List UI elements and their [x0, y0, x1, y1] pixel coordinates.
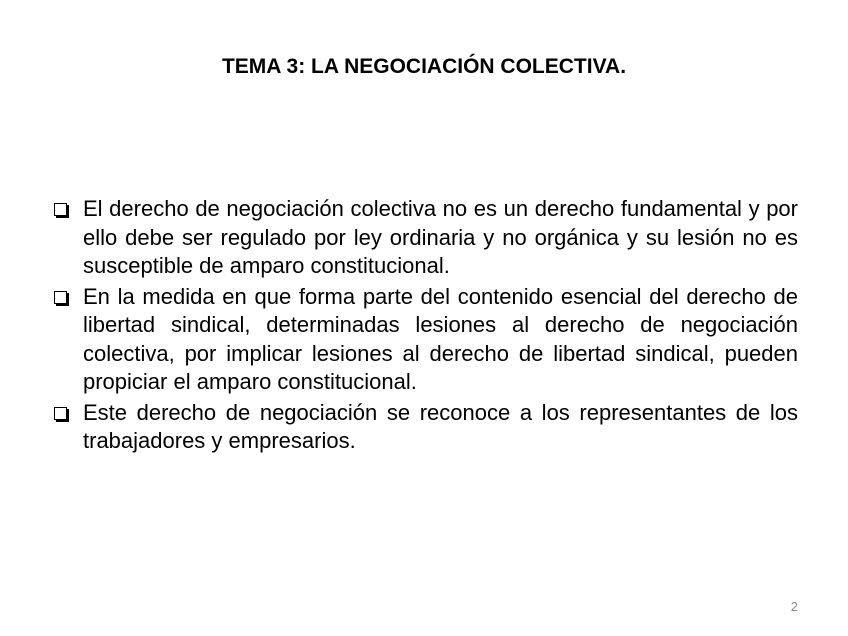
bullet-item	[50, 399, 798, 456]
bullet-list	[50, 195, 798, 458]
bullet-text: El derecho de negociación colectiva no es un derecho fundamental y por ello debe ser regulado por ley ordinaria y no orgánica y su lesión no es susceptible de amparo constitucional.	[83, 196, 798, 278]
bullet-item	[50, 283, 798, 397]
checkbox-square-icon	[54, 291, 67, 304]
slide-title: TEMA 3: LA NEGOCIACIÓN COLECTIVA.	[221, 55, 627, 78]
page-number: 2	[790, 599, 798, 614]
bullet-text: En la medida en que forma parte del contenido esencial del derecho de libertad sindical, determinadas lesiones al derecho de negociación colectiva, por implicar lesiones al derecho de libertad sindical, pueden propiciar el amparo constitucional.	[83, 283, 798, 394]
bullet-text: Este derecho de negociación se reconoce a los representantes de los trabajadores y empresarios.	[83, 399, 798, 453]
checkbox-square-icon	[54, 203, 67, 216]
bullet-item	[50, 195, 798, 281]
checkbox-square-icon	[54, 407, 67, 420]
